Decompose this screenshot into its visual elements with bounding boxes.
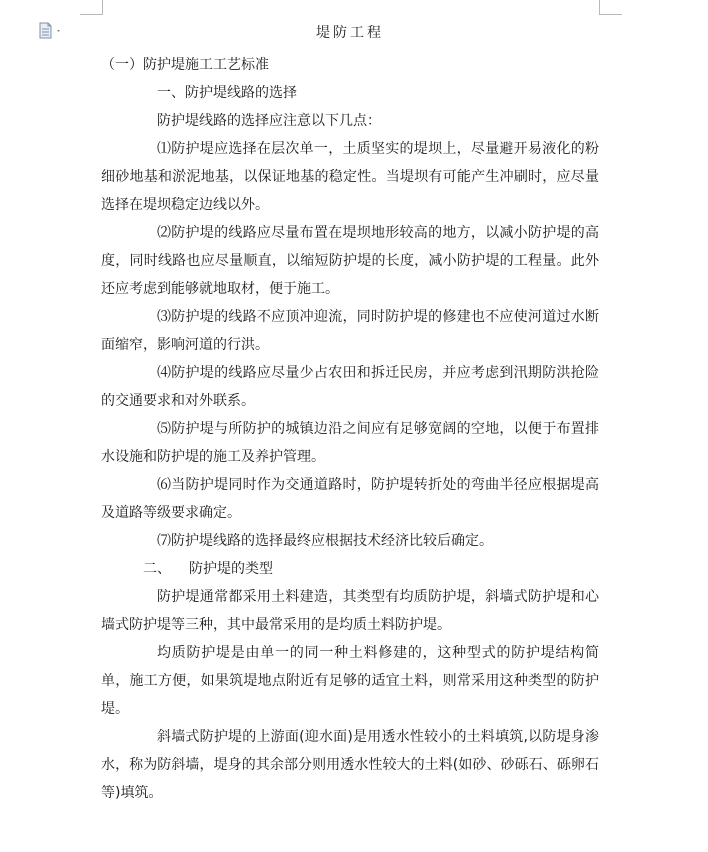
point-5: ⑸防护堤与所防护的城镇边沿之间应有足够宽阔的空地，以便于布置排水设施和防护堤的施工及养护管理。 [101, 421, 599, 465]
point-7: ⑺防护堤线路的选择最终应根据技术经济比较后确定。 [157, 533, 493, 549]
heading-1: （一）防护堤施工工艺标准 [101, 57, 269, 73]
point-1: ⑴防护堤应选择在层次单一，土质坚实的堤坝上，尽量避开易液化的粉细砂地基和淤泥地基，以保证地基的稳定性。当堤坝有可能产生冲刷时，应尽量选择在堤坝稳定边线以外。 [101, 141, 599, 213]
document-body [101, 51, 599, 807]
section-2-title: 防护堤的类型 [189, 561, 273, 577]
margin-corner-top-right [599, 0, 622, 15]
point-6: ⑹当防护堤同时作为交通道路时，防护堤转折处的弯曲半径应根据堤高及道路等级要求确定。 [101, 477, 599, 521]
point-3: ⑶防护堤的线路不应顶冲迎流，同时防护堤的修建也不应使河道过水断面缩窄，影响河道的行洪。 [101, 309, 599, 353]
point-4: ⑷防护堤的线路应尽量少占农田和拆迁民房，并应考虑到汛期防洪抢险的交通要求和对外联系。 [101, 365, 599, 409]
paragraph-2: 均质防护堤是由单一的同一种土料修建的，这种型式的防护堤结构简单，施工方便，如果筑堤地点附近有足够的适宜土料，则常采用这种类型的防护堤。 [101, 645, 599, 717]
point-2: ⑵防护堤的线路应尽量布置在堤坝地形较高的地方，以减小防护堤的高度，同时线路也应尽量顺直，以缩短防护堤的长度，减小防护堤的工程量。此外还应考虑到能够就地取材，便于施工。 [101, 225, 599, 297]
page-title: 堤防工程 [316, 25, 384, 41]
section-2-number: 二、 [143, 561, 171, 577]
intro-text: 防护堤线路的选择应注意以下几点： [157, 113, 381, 129]
paragraph-1: 防护堤通常都采用土料建造，其类型有均质防护堤，斜墙式防护堤和心墙式防护堤等三种，其中最常采用的是均质土料防护堤。 [101, 589, 599, 633]
margin-corner-top-left [80, 0, 103, 15]
paragraph-3: 斜墙式防护堤的上游面(迎水面)是用透水性较小的土料填筑,以防堤身渗水，称为防斜墙，堤身的其余部分则用透水性较大的土料(如砂、砂砾石、砾卵石等)填筑。 [101, 729, 599, 801]
section-1-heading: 一、防护堤线路的选择 [157, 85, 297, 101]
section-2-heading [101, 555, 599, 583]
